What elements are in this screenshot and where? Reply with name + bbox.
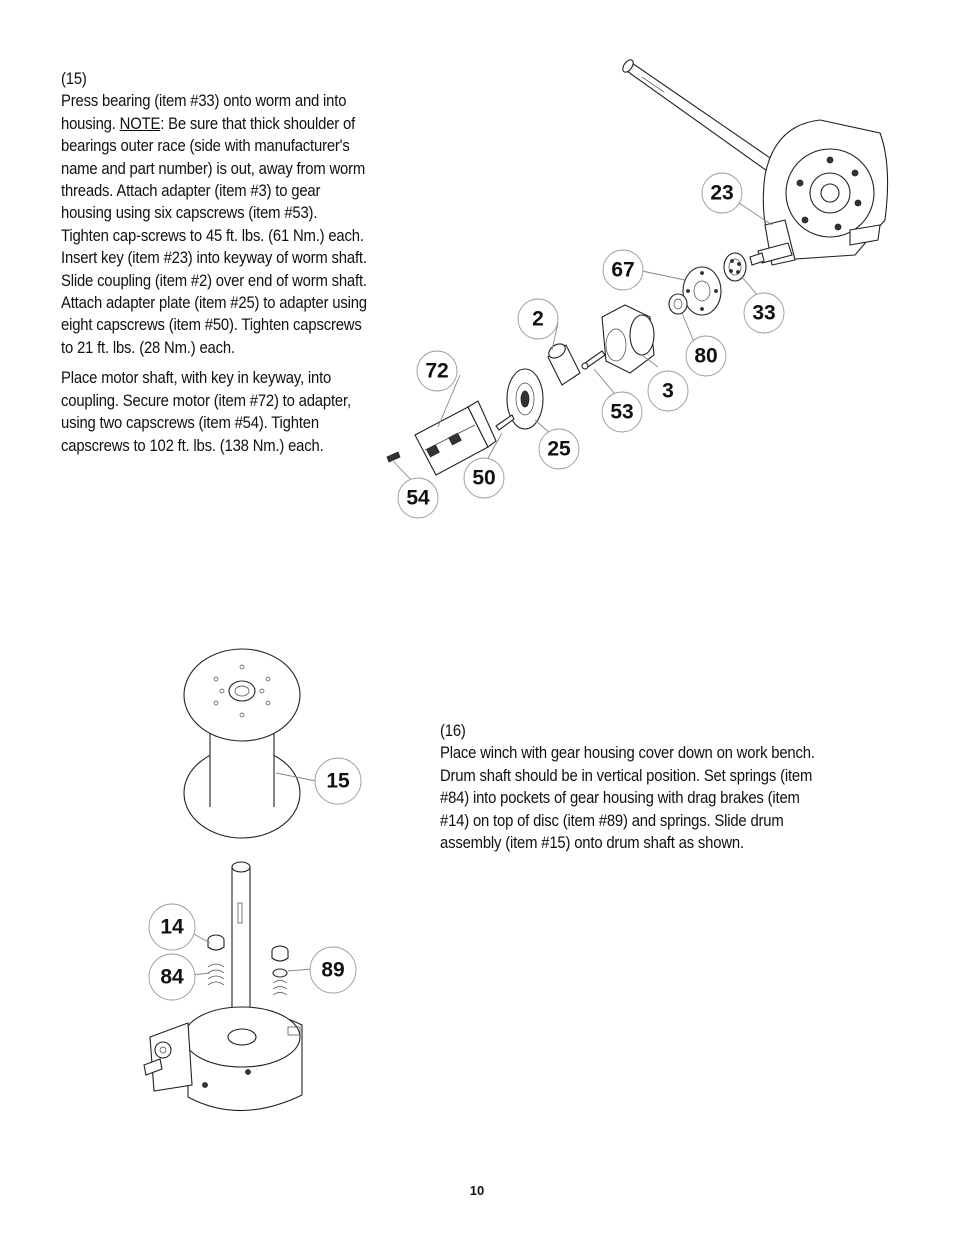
svg-text:33: 33 (752, 301, 776, 325)
svg-text:80: 80 (694, 344, 718, 368)
svg-text:67: 67 (611, 258, 635, 282)
coupling (546, 341, 580, 385)
svg-text:3: 3 (662, 379, 674, 403)
callout-33 (744, 293, 784, 333)
note-label: NOTE (119, 114, 161, 133)
svg-text:2: 2 (532, 307, 544, 331)
svg-text:53: 53 (610, 400, 634, 424)
svg-text:89: 89 (321, 958, 345, 982)
callout-3 (648, 371, 688, 411)
step-15-text-b: : Be sure that thick shoulder of bearings outer race (side with manufacturer's name and part number) is out, away from worm threads. Attach adapter (item #3) to gear housing using six capscrews (item #53). Tighten cap-screws to 45 ft. lbs. (61 Nm.) each. Insert key (item #23) into keyway of worm shaft. Slide coupling (item #2) over end of worm shaft. Attach adapter plate (item #25) to adapter using eight capscrews (item #50). Tighten capscrews to 21 ft. lbs. (28 Nm.) each. (61, 114, 367, 357)
svg-text:72: 72 (425, 359, 449, 383)
drag-brake-left (208, 935, 224, 950)
capscrew-54 (387, 452, 400, 462)
step-16-instructions (440, 720, 827, 854)
spring-left (208, 964, 224, 985)
step-15-instructions (61, 68, 367, 457)
callout-53 (602, 392, 642, 432)
seal-plate (683, 267, 721, 315)
callout-23 (702, 173, 742, 213)
callout-80 (686, 336, 726, 376)
motor-assembly-exploded-diagram (380, 55, 900, 525)
svg-text:23: 23 (710, 181, 734, 205)
step-15-number: (15) (61, 70, 87, 88)
callout-89 (310, 947, 356, 993)
drag-brake-right (272, 946, 288, 961)
callout-2 (518, 299, 558, 339)
svg-text:15: 15 (326, 769, 350, 793)
drum-assembly-diagram (130, 645, 380, 1125)
bearing (724, 253, 746, 281)
step-15-text-a: Press bearing (item #33) onto worm and into housing. (61, 92, 347, 133)
gear-housing (763, 120, 887, 265)
svg-text:14: 14 (160, 915, 184, 939)
worm-shaft (621, 58, 792, 183)
svg-text:54: 54 (406, 486, 430, 510)
svg-text:84: 84 (160, 965, 184, 989)
gear-housing-base (144, 1007, 302, 1111)
svg-text:50: 50 (472, 466, 496, 490)
callout-15 (315, 758, 361, 804)
disc-right (273, 969, 287, 977)
callout-72 (417, 351, 457, 391)
callout-67 (603, 250, 643, 290)
capscrew-50 (496, 415, 514, 430)
callout-54 (398, 478, 438, 518)
drum (184, 649, 300, 838)
svg-text:25: 25 (547, 437, 571, 461)
callout-25 (539, 429, 579, 469)
step-15-paragraph-2: Place motor shaft, with key in keyway, into coupling. Secure motor (item #72) to adapter, using two capscrews (item #54). Tighten capscrews to 102 ft. lbs. (138 Nm.) each. (61, 369, 351, 455)
page-number: 10 (469, 1183, 485, 1198)
callout-84 (149, 954, 195, 1000)
seal (669, 294, 687, 314)
callout-14 (149, 904, 195, 950)
callout-50 (464, 458, 504, 498)
step-15-paragraph-1 (61, 90, 367, 359)
step-16-paragraph: Place winch with gear housing cover down on work bench. Drum shaft should be in vertical position. Set springs (item #84) into pockets of gear housing with drag brakes (item #14) on top of disc (item #89) and springs. Slide drum assembly (item #15) onto drum shaft as shown. (440, 744, 815, 853)
capscrew-53 (582, 351, 605, 369)
spring-right (273, 981, 287, 996)
adapter (602, 305, 654, 373)
step-16-number: (16) (440, 722, 466, 740)
